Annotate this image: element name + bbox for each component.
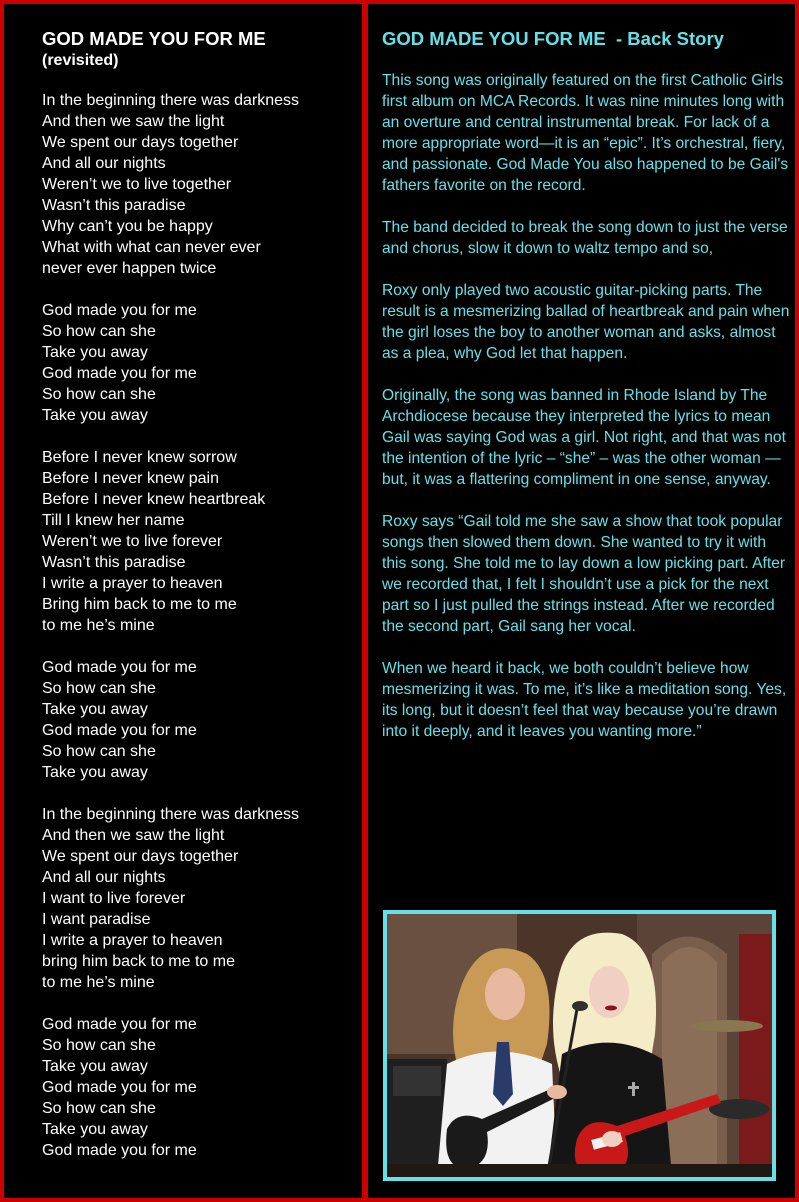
lyrics-line: to me he’s mine [42,617,155,634]
lyrics-line: God made you for me [42,659,197,676]
back-story-body [382,70,792,763]
lyrics-line: Take you away [42,764,148,781]
lyrics-title: GOD MADE YOU FOR ME [42,28,266,49]
lyrics-line: God made you for me [42,1016,197,1033]
lyrics-line: I want to live forever [42,890,186,907]
lyrics-line: Take you away [42,344,148,361]
back-story-paragraph: Roxy says “Gail told me she saw a show that took popular songs then slowed them down. She wanted to try it with this song. She told me to lay down a low picking part. After we recorded that, I felt I shouldn’t use a pick for the next part so I just pulled the strings instead. After we recorded the second part, Gail sang her vocal. [382,513,786,635]
lyrics-body [42,90,360,1182]
lyrics-line: We spent our days together [42,848,239,865]
lyrics-line: God made you for me [42,1142,197,1159]
lyrics-line: We spent our days together [42,134,239,151]
band-photo [383,910,776,1181]
lyrics-line: Wasn’t this paradise [42,197,186,214]
back-story-paragraph: When we heard it back, we both couldn’t believe how mesmerizing it was. To me, it’s like a meditation song. Yes, its long, but it doesn’t feel that way because you’re drawn into it deeply, and it leaves you wanting more.” [382,660,787,740]
band-photo-image [387,914,772,1177]
back-story-paragraph: Originally, the song was banned in Rhode Island by The Archdiocese because they interpreted the lyrics to mean Gail was saying God was a girl. Not right, and that was not the intention of the lyric – “she” – was the other woman — but, it was a flattering compliment in one sense, anyway. [382,387,786,488]
lyrics-line: In the beginning there was darkness [42,92,300,109]
lyrics-line: God made you for me [42,302,197,319]
lyrics-panel [4,4,362,1198]
lyrics-line: And all our nights [42,869,166,886]
lyrics-line: Take you away [42,407,148,424]
lyrics-line: So how can she [42,386,156,403]
lyrics-line: never ever happen twice [42,260,217,277]
lyrics-line: What with what can never ever [42,239,261,256]
back-story-paragraph: Roxy only played two acoustic guitar-picking parts. The result is a mesmerizing ballad of heartbreak and pain when the girl loses the boy to another woman and asks, almost as a plea, why God let that happen. [382,282,790,362]
lyrics-line: And all our nights [42,155,166,172]
lyrics-line: And then we saw the light [42,113,225,130]
lyrics-line: Weren’t we to live together [42,176,232,193]
back-story-paragraph: This song was originally featured on the first Catholic Girls first album on MCA Records. It was nine minutes long with an overture and central instrumental break. For lack of a more appropriate word—it is an “epic”. It’s orchestral, fiery, and passionate. God Made You also happened to be Gail's fathers favorite on the record. [382,72,789,194]
lyrics-line: God made you for me [42,365,197,382]
lyrics-line: So how can she [42,1037,156,1054]
lyrics-stanza [42,1014,360,1161]
lyrics-line: Before I never knew sorrow [42,449,237,466]
lyrics-line: Before I never knew pain [42,470,219,487]
back-story-panel [368,4,795,1198]
lyrics-line: Weren’t we to live forever [42,533,223,550]
lyrics-line: I write a prayer to heaven [42,932,223,949]
lyrics-line: And then we saw the light [42,827,225,844]
lyrics-stanza [42,657,360,783]
lyrics-stanza [42,804,360,993]
lyrics-line: God made you for me [42,722,197,739]
lyrics-line: Bring him back to me to me [42,596,237,613]
lyrics-stanza [42,300,360,426]
lyrics-line: I want paradise [42,911,151,928]
lyrics-line: I write a prayer to heaven [42,575,223,592]
lyrics-line: to me he’s mine [42,974,155,991]
lyrics-line: Take you away [42,1121,148,1138]
lyrics-stanza [42,90,360,279]
lyrics-line: So how can she [42,680,156,697]
back-story-paragraph: The band decided to break the song down to just the verse and chorus, slow it down to waltz tempo and so, [382,219,788,257]
lyrics-line: So how can she [42,743,156,760]
lyrics-line: Before I never knew heartbreak [42,491,266,508]
lyrics-line: Take you away [42,1058,148,1075]
lyrics-line: God made you for me [42,1079,197,1096]
lyrics-line: In the beginning there was darkness [42,806,300,823]
lyrics-line: Take you away [42,701,148,718]
lyrics-line: bring him back to me to me [42,953,235,970]
lyrics-line: Till I knew her name [42,512,185,529]
lyrics-line: Wasn’t this paradise [42,554,186,571]
back-story-title: GOD MADE YOU FOR ME - Back Story [382,28,724,49]
lyrics-subtitle: (revisited) [42,52,119,69]
lyrics-line: So how can she [42,323,156,340]
lyrics-line: Why can’t you be happy [42,218,213,235]
lyrics-stanza [42,447,360,636]
lyrics-line: So how can she [42,1100,156,1117]
